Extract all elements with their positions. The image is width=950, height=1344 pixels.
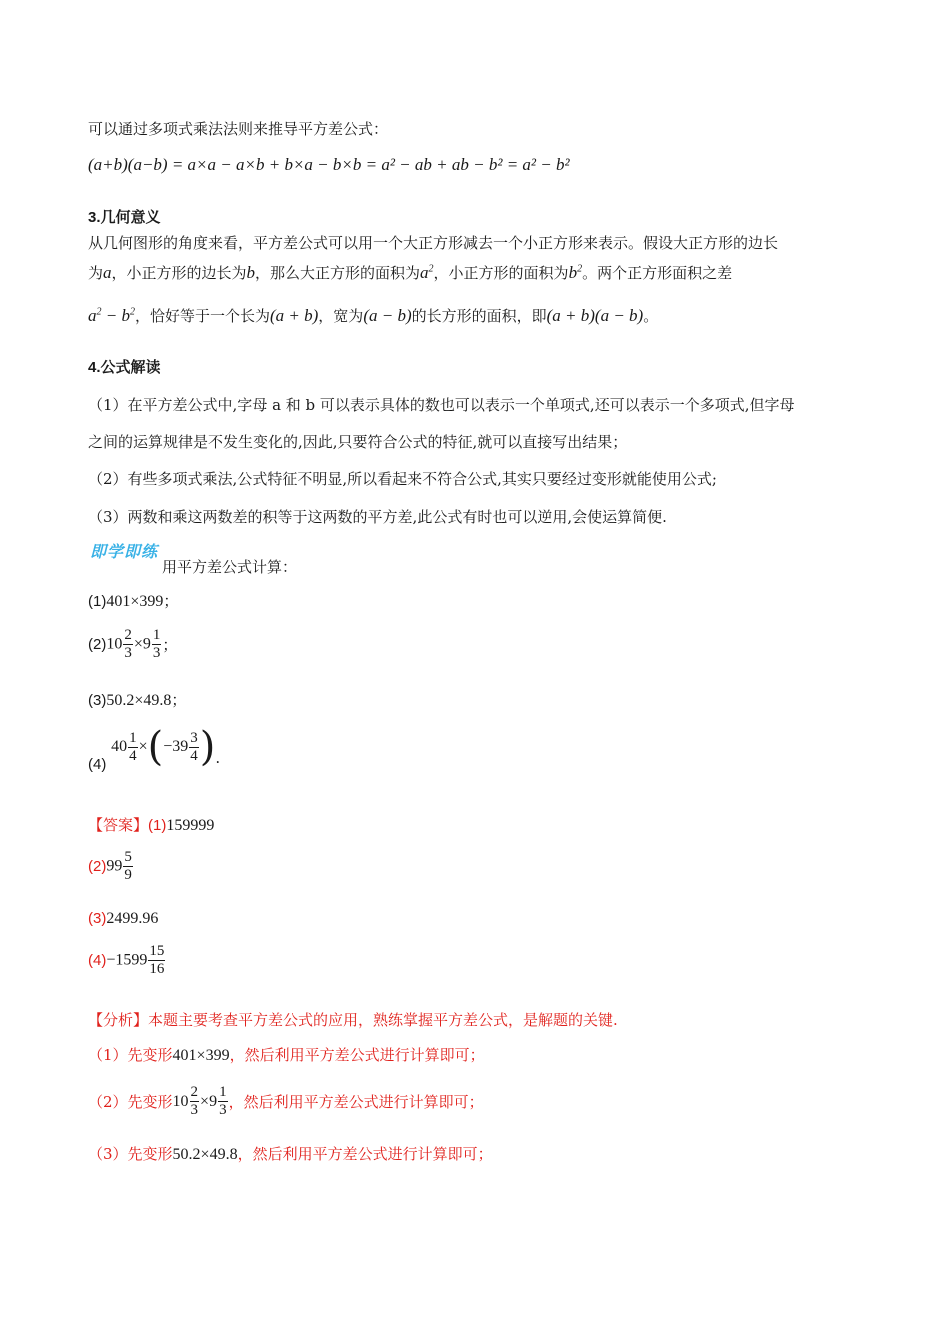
text: ，然后利用平方差公式进行计算即可；: [229, 1046, 485, 1064]
whole: 40: [111, 738, 128, 755]
section4-item1-line1: （1）在平方差公式中,字母 a 和 b 可以表示具体的数也可以表示一个单项式,还可以表示一个多项式,但字母: [88, 396, 795, 414]
label: (4): [88, 756, 107, 773]
fraction: [190, 1085, 200, 1118]
text: ，小正方形的面积为: [433, 264, 569, 282]
denominator: 9: [124, 867, 132, 883]
right-paren: ): [199, 724, 216, 770]
text: ，然后利用平方差公式进行计算即可；: [237, 1145, 493, 1163]
expr: 401×399: [172, 1047, 230, 1064]
value: 2499.96: [106, 910, 159, 927]
label: (2): [88, 636, 107, 653]
expr: [172, 1084, 229, 1118]
fraction: [148, 944, 165, 977]
analysis-text: 本题主要考查平方差公式的应用，熟练掌握平方差公式，是解题的关键.: [148, 1011, 618, 1029]
text: ，那么大正方形的面积为: [255, 264, 421, 282]
left-paren: (: [147, 724, 164, 770]
text: ，小正方形的边长为: [111, 264, 247, 282]
a2-minus-b2: $a^2 - b^2$: [88, 306, 135, 325]
answer-3: [88, 909, 158, 928]
denominator: 3: [124, 645, 132, 661]
section3-line3: [88, 305, 658, 326]
fraction: [218, 1085, 228, 1118]
whole: 10: [172, 1092, 189, 1110]
expr: 50.2×49.8: [106, 692, 172, 709]
section3-heading: 3.几何意义: [88, 209, 161, 226]
text: ，宽为: [318, 307, 364, 325]
label: (3): [88, 910, 107, 927]
fraction: [152, 628, 162, 661]
fraction: [123, 628, 133, 661]
fraction: [123, 850, 133, 883]
whole: 9: [209, 1092, 218, 1110]
text: 为: [88, 264, 104, 282]
numerator: 1: [152, 627, 161, 643]
a-plus-b: (a + b): [270, 306, 319, 325]
label: (1): [88, 593, 107, 610]
a-minus-b: (a − b): [363, 306, 412, 325]
analysis-step-1: [88, 1044, 485, 1065]
section3-line2: [88, 262, 732, 283]
practice-prompt: 用平方差公式计算：: [162, 558, 298, 576]
var-b: b: [246, 263, 256, 282]
text: （2）先变形: [88, 1093, 173, 1111]
label: (3): [88, 692, 107, 709]
problem-1: [88, 590, 178, 611]
fraction: [128, 731, 138, 764]
expr: 50.2×49.8: [172, 1146, 238, 1163]
whole: 10: [106, 635, 123, 653]
intro-text: 可以通过多项式乘法法则来推导平方差公式：: [88, 120, 389, 138]
label: (4): [88, 952, 107, 969]
denominator: 16: [149, 961, 165, 977]
analysis-step-2: [88, 1085, 484, 1118]
answer-4: [88, 944, 166, 977]
section3-line1: 从几何图形的角度来看，平方差公式可以用一个大正方形减去一个小正方形来表示。假设大正方形的边长: [88, 234, 779, 252]
section4-item2: （2）有些多项式乘法,公式特征不明显,所以看起来不符合公式,其实只要经过变形就能使用公式;: [88, 470, 717, 488]
text: .: [215, 749, 221, 767]
practice-logo: 即学即练: [90, 542, 159, 561]
numerator: 2: [190, 1084, 199, 1100]
label: (2): [88, 858, 107, 875]
derivation-formula: (a+b)(a−b) = a×a − a×b + b×a − b×b = a² − ab + ab − b² = a² − b²: [88, 155, 570, 174]
numerator: 1: [219, 1084, 227, 1100]
times: ×: [200, 1092, 210, 1110]
denominator: 3: [219, 1102, 227, 1118]
text: （1）先变形: [88, 1046, 173, 1064]
section4-item1-line2: 之间的运算规律是不发生变化的,因此,只要符合公式的特征,就可以直接写出结果；: [88, 433, 628, 451]
problem-2: [88, 628, 177, 661]
text: 。: [643, 307, 659, 325]
denominator: 3: [152, 645, 161, 661]
text: ，然后利用平方差公式进行计算即可；: [228, 1093, 484, 1111]
numerator: 5: [124, 849, 132, 865]
numerator: 1: [129, 729, 137, 746]
times: ×: [138, 738, 148, 755]
text: ；: [163, 592, 179, 610]
section4-heading: 4.公式解读: [88, 359, 161, 376]
analysis-tag: 【分析】: [88, 1011, 149, 1029]
numerator: 15: [149, 943, 165, 959]
numerator: 3: [190, 729, 198, 746]
answer-1: [88, 814, 214, 835]
denominator: 3: [190, 1102, 199, 1118]
text: 的长方形的面积，即: [411, 307, 547, 325]
text: （3）先变形: [88, 1145, 173, 1163]
times: ×: [133, 635, 143, 653]
whole: 9: [142, 635, 151, 653]
analysis-step-3: [88, 1143, 493, 1164]
numerator: 2: [124, 627, 132, 643]
b-squared: $b^2$: [568, 263, 583, 282]
value: 159999: [166, 817, 215, 834]
analysis-line: [88, 1009, 618, 1030]
text: ，恰好等于一个长为: [134, 307, 270, 325]
fraction: [189, 731, 199, 764]
text: ；: [171, 691, 187, 709]
label: (1): [148, 817, 167, 834]
whole: −1599: [106, 951, 148, 969]
problem-4: [88, 724, 221, 773]
problem-3: [88, 689, 186, 710]
product: (a + b)(a − b): [546, 306, 644, 325]
answer-2: [88, 850, 134, 883]
var-a: a: [103, 263, 112, 282]
answer-tag: 【答案】: [88, 816, 149, 834]
text: 。两个正方形面积之差: [582, 264, 733, 282]
denominator: 4: [129, 747, 137, 764]
whole: 99: [106, 857, 123, 875]
a-squared: $a^2$: [420, 263, 434, 282]
text: ；: [162, 636, 178, 654]
section4-item3: （3）两数和乘这两数差的积等于这两数的平方差,此公式有时也可以逆用,会使运算简便.: [88, 508, 667, 526]
expr: 401×399: [106, 593, 164, 610]
denominator: 4: [190, 747, 198, 764]
whole: −39: [163, 738, 189, 755]
